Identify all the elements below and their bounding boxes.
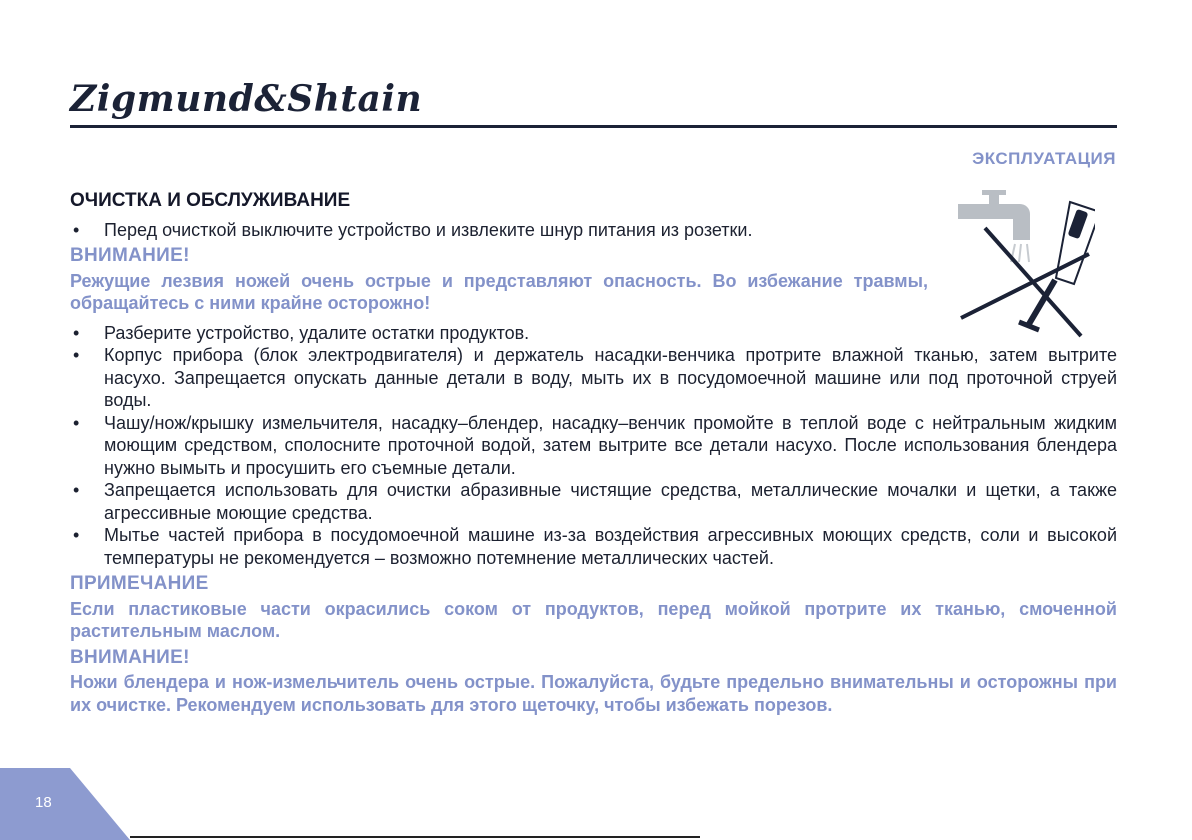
- page-title: ОЧИСТКА И ОБСЛУЖИВАНИЕ: [70, 190, 351, 211]
- cleaning-list: [70, 322, 1117, 570]
- intro-list: [70, 219, 1117, 242]
- page-corner-tab: [0, 768, 130, 840]
- warning-text: Режущие лезвия ножей очень острые и представляют опасность. Во избежание травмы, обращайтесь с ними крайне осторожно!: [70, 270, 928, 313]
- list-item: • Разберите устройство, удалите остатки продуктов.: [70, 322, 1117, 345]
- section-label: ЭКСПЛУАТАЦИЯ: [972, 149, 1116, 168]
- list-item: • Чашу/нож/крышку измельчителя, насадку–блендер, насадку–венчик промойте в теплой воде с нейтральным жидким моющим средством, сполосните проточной водой, затем вытрите все детали насухо. После использования блендера нужно вымыть и просушить его съемные детали.: [70, 412, 1117, 480]
- warning-title-2: ВНИМАНИЕ!: [70, 646, 190, 668]
- list-item: • Мытье частей прибора в посудомоечной машине из-за воздействия агрессивных моющих средств, соли и высокой температуры не рекомендуется – возможно потемнение металлических частей.: [70, 524, 1117, 569]
- list-item: • Перед очисткой выключите устройство и извлеките шнур питания из розетки.: [70, 219, 962, 242]
- warning-text-2: Ножи блендера и нож-измельчитель очень острые. Пожалуйста, будьте предельно внимательны и осторожны при их очистке. Рекомендуем использовать для этого щеточку, чтобы избежать порезов.: [70, 672, 1117, 715]
- header-rule: [70, 125, 1117, 128]
- page-number: 18: [35, 794, 52, 811]
- brand-logo: [70, 78, 422, 120]
- list-item: • Корпус прибора (блок электродвигателя) и держатель насадки-венчика протрите влажной тканью, затем вытрите насухо. Запрещается опускать данные детали в воду, мыть их в посудомоечной машине или под проточной струей воды.: [70, 344, 1117, 412]
- list-item: • Запрещается использовать для очистки абразивные чистящие средства, металлические мочалки и щетки, а также агрессивные моющие средства.: [70, 479, 1117, 524]
- note-text: Если пластиковые части окрасились соком от продуктов, перед мойкой протрите их тканью, смоченной растительным маслом.: [70, 598, 1117, 641]
- bottom-rule: [130, 836, 700, 838]
- brand-logo-text: Zigmund&Shtain: [70, 78, 423, 120]
- warning-title: ВНИМАНИЕ!: [70, 245, 190, 266]
- note-title: ПРИМЕЧАНИЕ: [70, 573, 209, 594]
- page-content: [70, 190, 1117, 716]
